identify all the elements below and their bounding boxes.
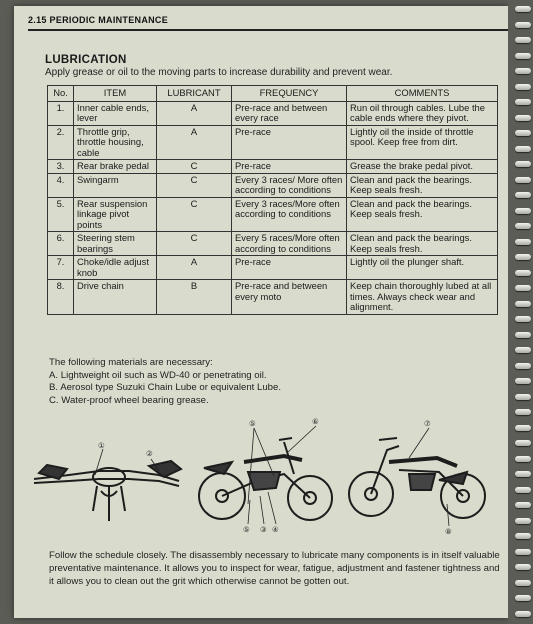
spiral-coil xyxy=(515,130,531,136)
callout-7: ⑦ xyxy=(424,419,431,428)
row-item: Rear brake pedal xyxy=(74,160,157,174)
spiral-coil xyxy=(515,223,531,229)
row-lubricant: C xyxy=(157,197,232,232)
motorcycle-illustration-left xyxy=(199,438,332,520)
row-no: 1. xyxy=(48,101,74,125)
row-item: Swingarm xyxy=(74,173,157,197)
spiral-coil xyxy=(515,254,531,260)
materials-list xyxy=(49,357,281,407)
spiral-coil xyxy=(515,161,531,167)
material-item: A. Lightweight oil such as WD-40 or penetrating oil. xyxy=(49,369,267,381)
spiral-coil xyxy=(515,394,531,400)
row-lubricant: A xyxy=(157,101,232,125)
spiral-coil xyxy=(515,502,531,508)
row-item: Steering stem bearings xyxy=(74,232,157,256)
row-frequency: Pre-race xyxy=(232,125,347,160)
spiral-coil xyxy=(515,347,531,353)
row-frequency: Pre-race and between every moto xyxy=(232,280,347,315)
spiral-coil xyxy=(515,285,531,291)
col-header-item: ITEM xyxy=(74,86,157,102)
callout-3: ③ xyxy=(260,525,267,534)
motorcycle-illustration-right xyxy=(349,438,485,518)
row-no: 3. xyxy=(48,160,74,174)
row-frequency: Pre-race xyxy=(232,160,347,174)
row-no: 2. xyxy=(48,125,74,160)
spiral-coil xyxy=(515,332,531,338)
row-item: Inner cable ends, lever xyxy=(74,101,157,125)
materials-lead: The following materials are necessary: xyxy=(49,357,213,368)
spiral-coil xyxy=(515,6,531,12)
spiral-coil xyxy=(515,549,531,555)
callout-5-bottom: ⑤ xyxy=(243,525,250,534)
spiral-coil xyxy=(515,378,531,384)
spiral-coil xyxy=(515,440,531,446)
page-title: LUBRICATION xyxy=(45,54,127,66)
spiral-coil xyxy=(515,192,531,198)
spiral-coil xyxy=(515,37,531,43)
row-no: 4. xyxy=(48,173,74,197)
row-item: Drive chain xyxy=(74,280,157,315)
spiral-coil xyxy=(515,456,531,462)
row-item: Choke/idle adjust knob xyxy=(74,256,157,280)
callout-8: ⑧ xyxy=(445,527,452,536)
row-comments: Grease the brake pedal pivot. xyxy=(347,160,498,174)
handlebar-illustration xyxy=(34,461,181,521)
table-row xyxy=(48,232,498,256)
footer-paragraph: Follow the schedule closely. The disassembly necessary to lubricate many components is in itself valuable preventative maintenance. It allows you to inspect for wear, fatigue, adjustment and fastener tightness and it allows you to clean out the grit which otherwise cannot be gotten out. xyxy=(49,550,500,587)
spiral-coil xyxy=(515,270,531,276)
spiral-coil xyxy=(515,84,531,90)
spiral-coil xyxy=(515,487,531,493)
row-lubricant: C xyxy=(157,160,232,174)
row-lubricant: A xyxy=(157,125,232,160)
spiral-coil xyxy=(515,22,531,28)
table-row xyxy=(48,101,498,125)
table-row xyxy=(48,280,498,315)
spiral-coil xyxy=(515,53,531,59)
row-frequency: Every 3 races/ More often according to conditions xyxy=(232,173,347,197)
spiral-coil xyxy=(515,595,531,601)
spiral-coil xyxy=(515,177,531,183)
row-frequency: Every 3 races/More often according to conditions xyxy=(232,197,347,232)
row-lubricant: C xyxy=(157,173,232,197)
row-comments: Run oil through cables. Lube the cable ends where they pivot. xyxy=(347,101,498,125)
section-header: 2.15 PERIODIC MAINTENANCE xyxy=(28,15,508,31)
table-row xyxy=(48,197,498,232)
table-header-row xyxy=(48,86,498,102)
col-header-comments: COMMENTS xyxy=(347,86,498,102)
row-lubricant: C xyxy=(157,232,232,256)
spiral-coil xyxy=(515,208,531,214)
row-frequency: Pre-race and between every race xyxy=(232,101,347,125)
row-comments: Lightly oil the plunger shaft. xyxy=(347,256,498,280)
table-row xyxy=(48,173,498,197)
spiral-coil xyxy=(515,316,531,322)
row-no: 8. xyxy=(48,280,74,315)
row-item: Throttle grip, throttle housing, cable xyxy=(74,125,157,160)
callout-1: ① xyxy=(98,441,105,450)
row-no: 7. xyxy=(48,256,74,280)
spiral-coil xyxy=(515,611,531,617)
right-motorcycle-figure xyxy=(339,410,499,538)
table-row xyxy=(48,256,498,280)
col-header-lubricant: LUBRICANT xyxy=(157,86,232,102)
spiral-coil xyxy=(515,471,531,477)
row-lubricant: A xyxy=(157,256,232,280)
callout-6: ⑥ xyxy=(312,417,319,426)
material-item: B. Aerosol type Suzuki Chain Lube or equivalent Lube. xyxy=(49,382,282,393)
spiral-coil xyxy=(515,533,531,539)
handlebar-figure xyxy=(29,431,189,531)
spiral-coil xyxy=(515,239,531,245)
spiral-coil xyxy=(515,68,531,74)
material-item: C. Water-proof wheel bearing grease. xyxy=(49,394,209,406)
spiral-binding xyxy=(508,0,533,624)
spiral-coil xyxy=(515,99,531,105)
manual-page xyxy=(14,6,508,618)
intro-text: Apply grease or oil to the moving parts to increase durability and prevent wear. xyxy=(45,67,393,78)
spiral-coil xyxy=(515,564,531,570)
col-header-frequency: FREQUENCY xyxy=(232,86,347,102)
lubrication-table xyxy=(47,85,498,315)
row-comments: Keep chain thoroughly lubed at all times. Always check wear and alignment. xyxy=(347,280,498,315)
row-no: 6. xyxy=(48,232,74,256)
row-no: 5. xyxy=(48,197,74,232)
callout-4: ④ xyxy=(272,525,279,534)
row-lubricant: B xyxy=(157,280,232,315)
spiral-coil xyxy=(515,425,531,431)
row-comments: Clean and pack the bearings. Keep seals fresh. xyxy=(347,232,498,256)
spiral-coil xyxy=(515,301,531,307)
row-frequency: Every 5 races/More often according to conditions xyxy=(232,232,347,256)
row-comments: Clean and pack the bearings. Keep seals fresh. xyxy=(347,173,498,197)
spiral-coil xyxy=(515,146,531,152)
spiral-coil xyxy=(515,409,531,415)
spiral-coil xyxy=(515,580,531,586)
col-header-no: No. xyxy=(48,86,74,102)
row-frequency: Pre-race xyxy=(232,256,347,280)
row-comments: Lightly oil the inside of throttle spool. Keep free from dirt. xyxy=(347,125,498,160)
table-row xyxy=(48,160,498,174)
spiral-coil xyxy=(515,115,531,121)
left-motorcycle-figure xyxy=(184,412,344,537)
callout-5-top: ⑤ xyxy=(249,419,256,428)
callout-2: ② xyxy=(146,449,153,458)
spiral-coil xyxy=(515,518,531,524)
row-comments: Clean and pack the bearings. Keep seals fresh. xyxy=(347,197,498,232)
row-item: Rear suspension linkage pivot points xyxy=(74,197,157,232)
table-row xyxy=(48,125,498,160)
spiral-coil xyxy=(515,363,531,369)
